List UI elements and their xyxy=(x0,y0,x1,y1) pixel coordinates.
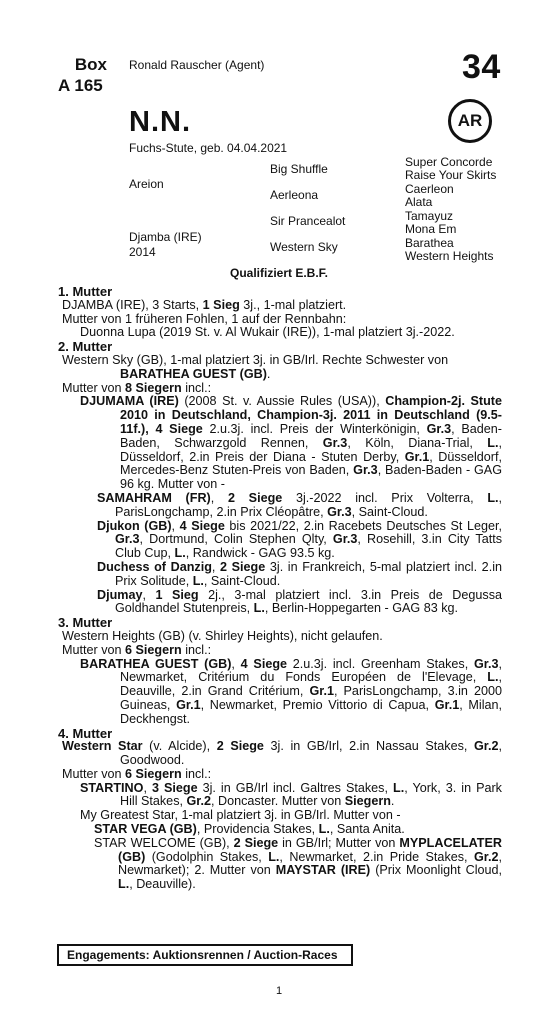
horse-name: N.N. xyxy=(129,106,191,138)
produce-entry: DJUMAMA (IRE) (2008 St. v. Aussie Rules (USA)), Champion-2j. Stute 2010 in Deutschland, Champion-3j. 2011 in Deutschland (9.5-11f.), 4 Siege 2.u.3j. incl. Preis der Winterkönigin, Gr.3, Baden-Baden, Schwarzgold Rennen, Gr.3, Köln, Diana-Trial, L., Düsseldorf, 2.in Preis der Diana - Stuten Derby, Gr.1, Düsseldorf, Mercedes-Benz Stuten-Preis von Baden, Gr.3, Baden-Baden - GAG 96 kg. Mutter von - xyxy=(80,394,503,492)
foal-entry: Duonna Lupa (2019 St. v. Al Wukair (IRE)), 1-mal platziert 3j.-2022. xyxy=(80,325,455,340)
fourth-dam-summary: Western Star (v. Alcide), 2 Siege 3j. in GB/Irl, 2.in Nassau Stakes, Gr.2, Goodwood. xyxy=(62,739,502,768)
pedigree-gen3-item: Alata xyxy=(405,195,433,209)
dam-line-content xyxy=(58,285,502,892)
engagements-box xyxy=(57,944,353,966)
dam-summary: DJAMBA (IRE), 3 Starts, 1 Sieg 3j., 1-mal platziert. xyxy=(62,297,347,312)
produce-entry: SAMAHRAM (FR), 2 Siege 3j.-2022 incl. Prix Volterra, L., ParisLongchamp, 2.in Prix Cléopâtre, Gr.3, Saint-Cloud. xyxy=(97,490,503,519)
produce-entry: Djukon (GB), 4 Siege bis 2021/22, 2.in Racebets Deutsches St Leger, Gr.3, Dortmund, Colin Stephen Qlty, Gr.3, Rosehill, 3.in City Tatts Club Cup, L., Randwick - GAG 93.5 kg. xyxy=(97,518,502,561)
pedigree-gen3-item: Barathea xyxy=(405,236,454,250)
ar-badge-text: AR xyxy=(457,111,483,130)
winners-count: Mutter von 6 Siegern incl.: xyxy=(62,766,212,781)
winners-count: Mutter von 8 Siegern incl.: xyxy=(62,380,212,395)
pedigree-gen3-item: Western Heights xyxy=(405,249,494,263)
pedigree-dam: Djamba (IRE) xyxy=(129,230,202,244)
box-number: A 165 xyxy=(58,76,103,95)
box-label: Box xyxy=(74,55,107,74)
page-number: 1 xyxy=(275,985,283,997)
pedigree-gen2-item: Big Shuffle xyxy=(270,162,328,176)
agent-name: Ronald Rauscher (Agent) xyxy=(129,58,265,72)
produce-entry: STAR WELCOME (GB), 2 Siege in GB/Irl; Mutter von MYPLACELATER (GB) (Godolphin Stakes, L., Newmarket, 2.in Pride Stakes, Gr.2, Newmarket); 2. Mutter von MAYSTAR (IRE) (Prix Moonlight Cloud, L., Deauville). xyxy=(94,835,503,892)
produce-entry: Duchess of Danzig, 2 Siege 3j. in Frankreich, 5-mal platziert incl. 2.in Prix Solitude, L., Saint-Cloud. xyxy=(97,559,502,588)
pedigree-gen2-item: Aerleona xyxy=(270,188,319,202)
section-heading: 3. Mutter xyxy=(58,615,113,631)
section-heading: 2. Mutter xyxy=(58,339,113,355)
pedigree-gen3-item: Tamayuz xyxy=(405,209,454,223)
produce-entry: STARTINO, 3 Siege 3j. in GB/Irl incl. Galtres Stakes, L., York, 3. in Park Hill Stakes, Gr.2, Doncaster. Mutter von Siegern. xyxy=(80,780,502,809)
pedigree-gen2-item: Western Sky xyxy=(270,240,338,254)
produce-entry: Djumay, 1 Sieg 2j., 3-mal platziert incl. 3.in Preis de Degussa Goldhandel Stutenpreis, L., Berlin-Hoppegarten - GAG 83 kg. xyxy=(97,587,502,616)
winners-count: Mutter von 6 Siegern incl.: xyxy=(62,642,212,657)
horse-description: Fuchs-Stute, geb. 04.04.2021 xyxy=(129,141,288,155)
produce-entry: My Greatest Star, 1-mal platziert 3j. in GB/Irl. Mutter von - xyxy=(80,808,401,823)
produce-entry: STAR VEGA (GB), Providencia Stakes, L., Santa Anita. xyxy=(94,822,405,837)
pedigree-sire: Areion xyxy=(129,177,164,191)
granddam-summary: Western Sky (GB), 1-mal platziert 3j. in GB/Irl. Rechte Schwester von BARATHEA GUEST (GB). xyxy=(62,352,449,381)
engagements-label: Engagements: Auktionsrennen / Auction-Races xyxy=(67,948,338,962)
pedigree-gen3-item: Super Concorde xyxy=(405,155,493,169)
ar-badge-icon xyxy=(448,99,492,143)
section-heading: 4. Mutter xyxy=(58,725,113,741)
lot-number: 34 xyxy=(462,48,501,86)
pedigree-gen2-item: Sir Prancealot xyxy=(270,214,346,228)
section-heading: 1. Mutter xyxy=(58,284,113,299)
produce-entry: BARATHEA GUEST (GB), 4 Siege 2.u.3j. incl. Greenham Stakes, Gr.3, Newmarket, Critérium du Fonds Européen de l'Elevage, L., Deauville, 2.in Grand Critérium, Gr.1, ParisLongchamp, 3.in 2000 Guineas, Gr.1, Newmarket, Premio Vittorio di Capua, Gr.1, Milan, Deckhengst. xyxy=(80,656,503,726)
pedigree-gen3-item: Caerleon xyxy=(405,182,454,196)
foal-summary: Mutter von 1 früheren Fohlen, 1 auf der Rennbahn: xyxy=(62,311,347,326)
pedigree-gen3-item: Raise Your Skirts xyxy=(405,168,497,182)
qualification-note: Qualifiziert E.B.F. xyxy=(229,266,328,280)
pedigree-gen3-item: Mona Em xyxy=(405,222,457,236)
third-dam-summary: Western Heights (GB) (v. Shirley Heights), nicht gelaufen. xyxy=(62,628,383,643)
pedigree-dam-year: 2014 xyxy=(129,245,156,259)
